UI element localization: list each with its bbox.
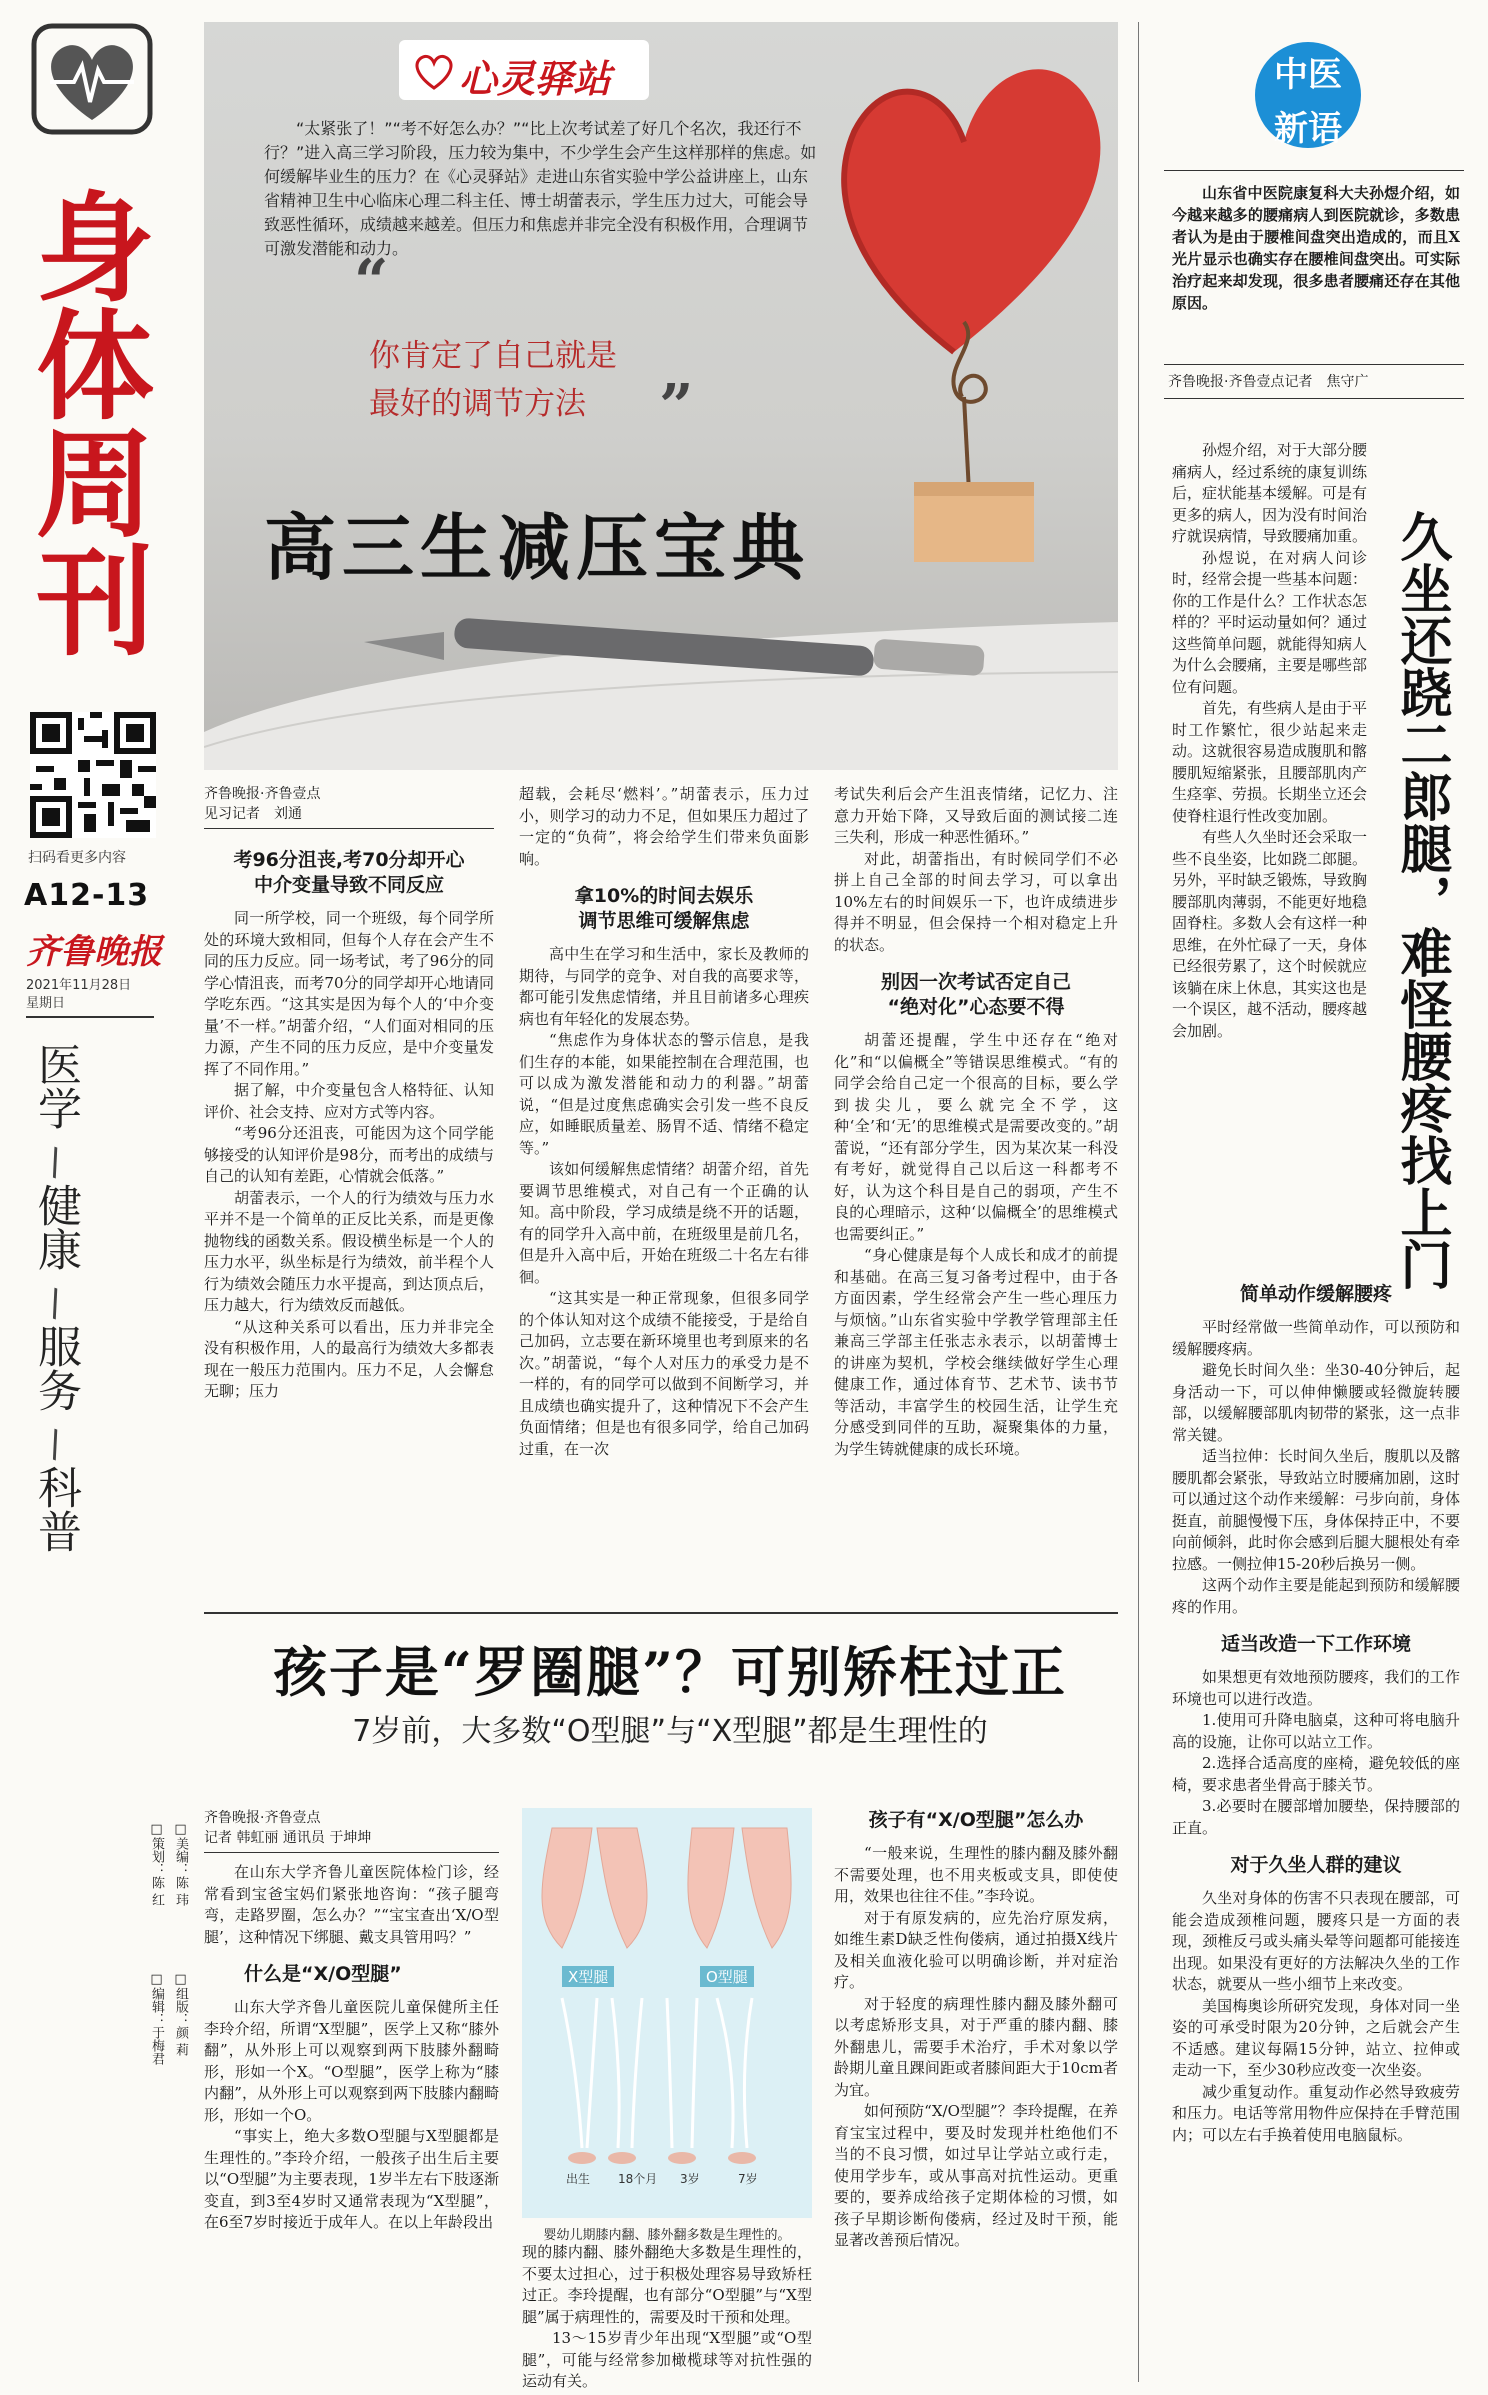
paragraph: 如果想更有效地预防腰疼，我们的工作环境也可以进行改造。 (1172, 1668, 1460, 1708)
paragraph: 1.使用可升降电脑桌，这种可将电脑升高的设施，让你可以站立工作。 (1172, 1711, 1460, 1751)
section-heading: 什么是“X/O型腿” (244, 1963, 402, 1985)
paragraph: 据了解，中介变量包含人格特征、认知评价、社会支持、应对方式等内容。 (204, 1081, 494, 1121)
paragraph: 适当拉伸：长时间久坐后，腹肌以及髂腰肌都会紧张，导致站立时腰痛加剧，这时可以通过这个动作来缓解：弓步向前，身体挺直，前腿慢慢下压，身体保持正中，不要向前倾斜，此时你会感到后腿大腿根处有牵拉感。一侧拉伸15-20秒后换另一侧。 (1172, 1447, 1460, 1573)
label-o-leg: O型腿 (700, 1966, 754, 1987)
paragraph: 对于轻度的病理性膝内翻及膝外翻可以考虑矫形支具，对于严重的膝内翻、膝外翻患儿，需要手术治疗，手术对象以学龄期儿童且踝间距或者膝间距大于10cm者为宜。 (834, 1994, 1118, 2099)
section-heading: 孩子有“X/O型腿”怎么办 (868, 1809, 1084, 1831)
paragraph: 山东省中医院康复科大夫孙煜介绍，如今越来越多的腰痛病人到医院就诊，多数患者认为是由于腰椎间盘突出造成的，而且X光片显示也确实存在腰椎间盘突出。可实际治疗起来却发现，很多患者腰痛还存在其他原因。 (1172, 184, 1460, 312)
paragraph: 孙煜介绍，对于大部分腰痛病人，经过系统的康复训练后，症状能基本缓解。可是有更多的病人，因为没有时间治疗就误病情，导致腰痛加重。 (1172, 441, 1368, 545)
article-column (1172, 1282, 1460, 2146)
article-bowlegs (204, 1808, 1118, 2388)
paragraph: 同一所学校，同一个班级，每个同学所处的环境大致相同，但每个人存在会产生不同的压力反应。同一场考试，考了96分的同学心情沮丧，而考70分的同学却开心地请同学吃东西。“这其实是因为每个人的‘中介变量’不一样。”胡蕾介绍，“人们面对相同的压力源，产生不同的压力反应，是中介变量发挥了不同作用。” (204, 909, 494, 1078)
paragraph: 胡蕾表示，一个人的行为绩效与压力水平并不是一个简单的正反比关系，而是更像抛物线的函数关系。假设横坐标是一个人的压力水平，纵坐标是行为绩效，前半程个人行为绩效会随压力水平提高，到达顶点后，压力越大，行为绩效反而越低。 (204, 1188, 494, 1314)
paragraph: 孙煜说，在对病人问诊时，经常会提一些基本问题：你的工作是什么？工作状态怎样的？平时运动量如何？通过这些简单问题，就能得知病人为什么会腰痛，主要是哪些部位有问题。 (1172, 548, 1368, 696)
credit-item: □美编：陈 玮 (173, 1822, 188, 1907)
paragraph: 3.必要时在腰部增加腰垫，保持腰部的正直。 (1172, 1797, 1460, 1837)
byline-rule (204, 1852, 499, 1853)
heart-icon (413, 52, 455, 90)
paragraph: 该如何缓解焦虑情绪？胡蕾介绍，首先要调节思维模式，对自己有一个正确的认知。高中阶段，学习成绩是绕不开的话题，有的同学升入高中前，在班级里是前几名，但是升入高中后，开始在班级二十名左右徘徊。 (519, 1160, 809, 1286)
paragraph: 胡蕾还提醒，学生中还存在“绝对化”和“以偏概全”等错误思维模式。“有的同学会给自己定一个很高的目标，要么学到拔尖儿，要么就完全不学，这种‘全’和‘无’的思维模式是需要改变的。”胡蕾说，“还有部分学生，因为某次某一科没有考好，就觉得自己以后这一科都考不好，认为这个科目是自己的弱项，产生不良的心理暗示，这种‘以偏概全’的思维模式也需要纠正。” (834, 1031, 1118, 1243)
qr-code[interactable] (30, 712, 156, 838)
heart-pulse-icon (28, 20, 156, 138)
paragraph: 考试失利后会产生沮丧情绪，记忆力、注意力开始下降，又导致后面的测试接二连三失利，形成一种恶性循环。” (834, 785, 1118, 846)
paragraph: 久坐对身体的伤害不只表现在腰部，可能会造成颈椎问题，腰疼只是一方面的表现，颈椎反弓或头痛头晕等问题都可能接连出现。如果没有更好的方法解决久坐的工作状态，就要从一些小细节上来改变。 (1172, 1889, 1460, 1993)
paragraph: “事实上，绝大多数O型腿与X型腿都是生理性的。”李玲介绍，一般孩子出生后主要以“O型腿”为主要表现，1岁半左右下肢逐渐变直，到3至4岁时又通常表现为“X型腿”，在6至7岁时接近于成年人。在以上年龄段出 (204, 2127, 499, 2231)
paragraph: 在山东大学齐鲁儿童医院体检门诊，经常看到宝爸宝妈们紧张地咨询：“孩子腿弯弯，走路罗圈，怎么办？”“宝宝查出‘X/O型腿’，这种情况下绑腿、戴支具管用吗？” (204, 1863, 499, 1946)
quote-close: ” (659, 372, 694, 442)
badge-rule (1164, 170, 1464, 171)
paragraph: 2.选择合适高度的座椅，避免较低的座椅，要求患者坐骨高于膝关节。 (1172, 1754, 1460, 1794)
masthead-divider (26, 1016, 154, 1018)
heart-photo-illustration (804, 22, 1118, 582)
paragraph: 现的膝内翻、膝外翻绝大多数是生理性的，不要太过担心，过于积极处理容易导致矫枉过正。李玲提醒，也有部分“O型腿”与“X型腿”属于病理性的，需要及时干预和处理。 (522, 2243, 812, 2326)
column-divider (1138, 22, 1139, 2382)
paragraph: “考96分还沮丧，可能因为这个同学能够接受的认知评价是98分，而考出的成绩与自己的认知有差距，心情就会低落。” (204, 1124, 494, 1185)
category-list (20, 1042, 90, 1566)
column-logo-text: 心灵驿站 (459, 57, 612, 101)
category-label: 服务 (30, 1324, 81, 1412)
column-badge: 中医 新语 (1255, 42, 1361, 148)
paragraph: 高中生在学习和生活中，家长及教师的期待，与同学的竞争、对自我的高要求等，都可能引发焦虑情绪，并且目前诸多心理疾病也有年轻化的发展态势。 (519, 945, 809, 1028)
category-item (20, 1183, 90, 1284)
paragraph: 13～15岁青少年出现“X型腿”或“O型腿”，可能与经常参加橄榄球等对抗性强的运动有关。 (522, 2329, 812, 2390)
section-divider (204, 1612, 1118, 1614)
paragraph: 超载，会耗尽‘燃料’。”胡蕾表示，压力过小，则学习的动力不足，但如果压力超过了一定的“负荷”，将会给学生们带来负面影响。 (519, 785, 809, 868)
credit-item: □编辑：于梅君 (149, 1972, 164, 2065)
paragraph: 首先，有些病人是由于平时工作繁忙，很少站起来走动。这就很容易造成腹肌和髂腰肌短缩紧张，且腰部肌肉产生痉挛、劳损。长期坐立还会使脊柱退行性改变加剧。 (1172, 699, 1368, 825)
article-stress-relief (204, 784, 1118, 1606)
article-column (834, 1808, 1118, 2252)
paragraph: 山东大学齐鲁儿童医院儿童保健所主任李玲介绍，所谓“X型腿”，医学上又称“膝外翻”，从外形上可以观察到两下肢膝外翻畸形，形如一个X。“O型腿”，医学上称为“膝内翻”，从外形上可以观察到两下肢膝内翻畸形，形如一个O。 (204, 1998, 499, 2124)
section-heading: 对于久坐人群的建议 (1230, 1854, 1402, 1876)
paragraph: “这其实是一种正常现象，但很多同学的个体认知对这个成绩不能接受，于是给自己加码，立志要在新环境里也考到原来的名次。”胡蕾说，“每个人对压力的承受力是不一样的，有的同学可以做到不间断学习，并且成绩也确实提升了，这种情况下不会产生负面情绪；但是也有很多同学，给自己加码过重，在一次 (519, 1289, 809, 1458)
section-heading: 别因一次考试否定自己 “绝对化”心态要不得 (880, 971, 1071, 1018)
article-subtitle: 7岁前，大多数“O型腿”与“X型腿”都是生理性的 (352, 1714, 988, 1749)
pen-photo-illustration (204, 582, 1118, 770)
article-column (519, 784, 809, 1460)
credits (140, 1822, 196, 2122)
article-title: 孩子是“罗圈腿”？可别矫枉过正 (272, 1640, 1068, 1704)
paragraph: “身心健康是每个人成长和成才的前提和基础。在高三复习备考过程中，由于各方面因素，学生经常会产生一些心理压力与烦恼。”山东省实验中学教学管理部主任兼高三学部主任张志永表示，以胡蕾博士的讲座为契机，学校会继续做好学生心理健康工作，通过体育节、艺术节、读书节等活动，丰富学生的校园生活，让学生充分感受到同伴的互助，凝聚集体的力量，为学生铸就健康的成长环境。 (834, 1246, 1118, 1458)
paragraph: 避免长时间久坐：坐30-40分钟后，起身活动一下，可以伸伸懒腰或轻微旋转腰部，以缓解腰部肌肉韧带的紧张，这一点非常关键。 (1172, 1361, 1460, 1444)
section-heading: 适当改造一下工作环境 (1220, 1633, 1411, 1655)
qr-caption: 扫码看更多内容 (28, 850, 126, 866)
column-logo (399, 40, 649, 100)
paragraph: “焦虑作为身体状态的警示信息，是我们生存的本能，如果能控制在合理范围，也可以成为激发潜能和动力的利器。”胡蕾说，“但是过度焦虑确实会引发一些不良反应，如睡眠质量差、肠胃不适、情绪不稳定等。” (519, 1031, 809, 1157)
age-label: 18个月 (618, 2172, 658, 2186)
paragraph: 如何预防“X/O型腿”？李玲提醒，在养育宝宝过程中，要及时发现并杜绝他们不当的不良习惯，如过早让学站立或行走，使用学步车，或从事高对抗性运动。更重要的，要养成给孩子定期体检的习惯，如孩子早期诊断佝偻病，经过及时干预，能显著改善预后情况。 (834, 2102, 1118, 2249)
paragraph: 平时经常做一些简单动作，可以预防和缓解腰疼病。 (1172, 1318, 1460, 1358)
category-divider: \ (42, 1282, 68, 1325)
category-divider: \ (42, 1423, 68, 1466)
article-column (522, 2242, 812, 2393)
article-intro (1172, 182, 1460, 314)
paper-name: 齐鲁晚报 (26, 932, 162, 972)
intro-rule (1164, 364, 1464, 365)
paragraph: 减少重复动作。重复动作必然导致疲劳和压力。电话等常用物件应保持在手臂范围内；可以左右手换着使用电脑鼠标。 (1172, 2082, 1460, 2144)
page-number: A12-13 (24, 878, 150, 913)
age-label: 出生 (566, 2172, 591, 2186)
illustration-caption: 婴幼儿期膝内翻、膝外翻多数是生理性的。 (543, 2228, 791, 2243)
credit-item: □组版：颜 莉 (173, 1972, 188, 2057)
section-heading: 拿10%的时间去娱乐 调节思维可缓解焦虑 (574, 885, 754, 932)
category-item (20, 1324, 90, 1425)
age-label: 3岁 (680, 2172, 700, 2186)
hero-intro: “太紧张了！”“考不好怎么办？”“比上次考试差了好几个名次，我还行不行？”进入高三学习阶段，压力较为集中，不少学生会产生这样那样的焦虑。如何缓解毕业生的压力？在《心灵驿站》走进山东省实验中学公益讲座上，山东省精神卫生中心临床心理二科主任、博士胡蕾表示，学生压力过大，可能会导致恶性循环，成绩越来越差。但压力和焦虑并非完全没有积极作用，合理调节可激发潜能和动力。 (264, 119, 817, 258)
credit-item: □策划：陈 红 (149, 1822, 164, 1907)
issue-date: 2021年11月28日 (26, 978, 132, 993)
byline: 齐鲁晚报·齐鲁壹点 见习记者 刘通 (204, 786, 321, 822)
category-label: 医学 (30, 1042, 81, 1130)
issue-weekday: 星期日 (26, 996, 66, 1011)
category-divider: \ (42, 1141, 68, 1184)
article-title: 久坐还跷二郎腿，难怪腰疼找上门 (1391, 510, 1452, 1290)
article-column (204, 1862, 499, 2234)
category-item (20, 1465, 90, 1566)
legs-diagram (522, 1808, 812, 2188)
quote-open: “ (354, 247, 389, 317)
byline: 齐鲁晚报·齐鲁壹点 记者 韩虹丽 通讯员 于坤坤 (204, 1810, 372, 1846)
paragraph: 有些人久坐时还会采取一些不良坐姿，比如跷二郎腿。另外，平时缺乏锻炼，导致胸腰部肌肉薄弱，不能更好地稳固脊柱。多数人会有这样一种思维，在外忙碌了一天，身体已经很劳累了，这个时候就应该躺在床上休息，其实这也是一个误区，越不活动，腰疼越会加剧。 (1172, 828, 1368, 1040)
legs-illustration (522, 1808, 812, 2243)
byline: 齐鲁晚报·齐鲁壹点记者 焦守广 (1168, 374, 1369, 390)
paragraph: 对于有原发病的，应先治疗原发病，如维生素D缺乏性佝偻病，通过拍摄X线片及相关血液化验可以明确诊断，并对症治疗。 (834, 1908, 1118, 1991)
section-heading: 简单动作缓解腰疼 (1239, 1283, 1392, 1305)
category-label: 健康 (30, 1183, 81, 1271)
masthead-title: 身体周刊 (16, 186, 154, 658)
article-column (834, 784, 1118, 1460)
age-label: 7岁 (738, 2172, 758, 2186)
label-x-leg: X型腿 (562, 1966, 614, 1987)
hero-banner (204, 22, 1118, 770)
paragraph: “从这种关系可以看出，压力并非完全没有积极作用，人的最高行为绩效大多都表现在一般压力范围内。压力不足，人会懈怠无聊；压力 (204, 1317, 494, 1400)
category-item (20, 1042, 90, 1143)
hero-title: 高三生减压宝典 (264, 505, 811, 590)
article-column (1172, 440, 1367, 1042)
paragraph: 这两个动作主要是能起到预防和缓解腰疼的作用。 (1172, 1576, 1460, 1616)
byline-rule (204, 828, 494, 829)
byline-rule (1164, 398, 1464, 399)
paragraph: 对此，胡蕾指出，有时候同学们不必拼上自己全部的时间去学习，可以拿出10%左右的时间娱乐一下，也许成绩进步得并不明显，但会保持一个相对稳定上升的状态。 (834, 849, 1118, 954)
section-heading: 考96分沮丧,考70分却开心 中介变量导致不同反应 (233, 849, 465, 896)
paragraph: 美国梅奥诊所研究发现，身体对同一坐姿的可承受时限为20分钟，之后就会产生不适感。建议每隔15分钟，站立、拉伸或走动一下，至少30秒应改变一次坐姿。 (1172, 1996, 1460, 2079)
article-column (204, 834, 494, 1403)
category-label: 科普 (30, 1465, 81, 1553)
hero-quote: 你肯定了自己就是 最好的调节方法 (369, 338, 617, 422)
paragraph: “一般来说，生理性的膝内翻及膝外翻不需要处理，也不用夹板或支具，即使使用，效果也往往不佳。”李玲说。 (834, 1844, 1118, 1905)
